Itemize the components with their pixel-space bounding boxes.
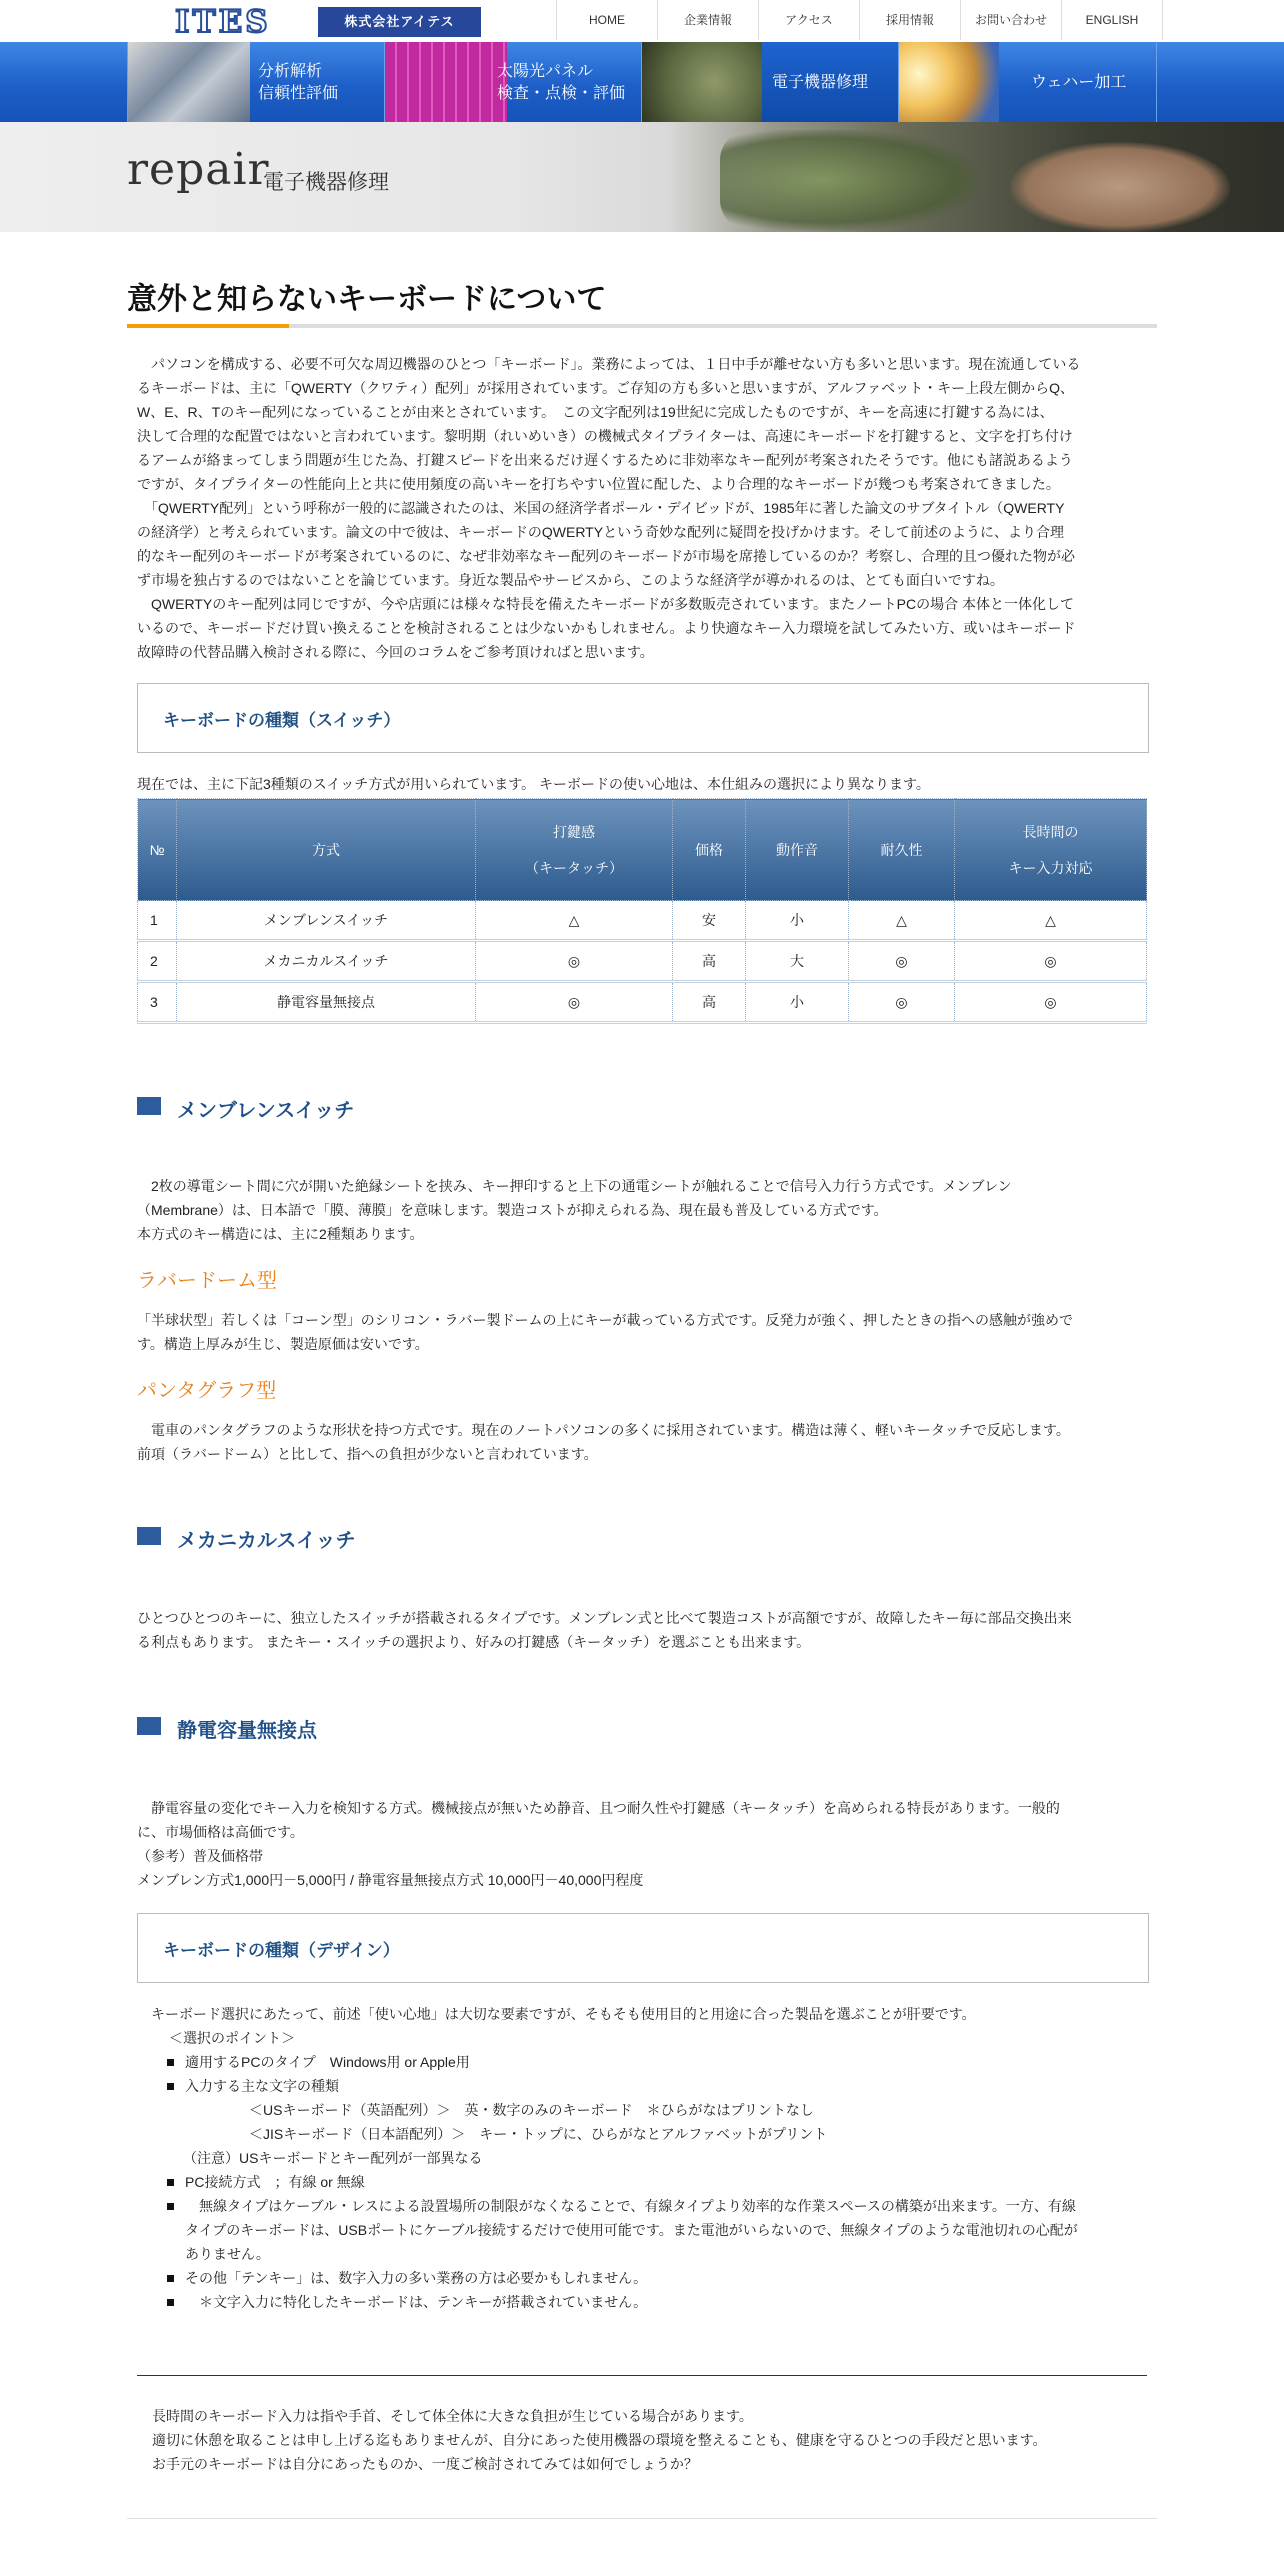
table-header-row xyxy=(138,799,1147,901)
footer-divider xyxy=(127,2518,1157,2519)
list-item: 適用するPCのタイプ Windows用 or Apple用 xyxy=(137,2050,1152,2074)
col-durability: 耐久性 xyxy=(849,799,955,901)
category-analysis[interactable] xyxy=(127,42,385,122)
category-label-line1: 分析解析 xyxy=(258,61,323,80)
hero-title-en: repair xyxy=(127,144,270,195)
membrane-text: 2枚の導電シート間に穴が開いた絶縁シートを挟み、キー押印すると上下の通電シートが触れることで信号入力行う方式です。メンブレン （Membrane）は、日本語で「膜、薄膜」を意味します。製造コストが抑えられる為、現在最も普及している方式です。 本方式のキー構造には、主に2種類あります。 xyxy=(137,1178,1012,1242)
pantograph-text: 電車のパンタグラフのような形状を持つ方式です。現在のノートパソコンの多くに採用されています。構造は薄く、軽いキータッチで反応します。 前項（ラバードーム）と比して、指への負担が少ないと言われています。 xyxy=(137,1422,1070,1462)
repair-thumbnail xyxy=(642,42,762,122)
solar-thumbnail xyxy=(385,42,507,122)
table-row: 2 メカニカルスイッチ ◎ 高 大 ◎ ◎ xyxy=(138,941,1147,982)
square-bullet-icon xyxy=(137,1717,161,1735)
mechanical-text: ひとつひとつのキーに、独立したスイッチが搭載されるタイプです。メンブレン式と比べて製造コストが高額ですが、故障したキー毎に部品交換出来 る利点もあります。 またキー・スイッチの選択より、好みの打鍵感（キータッチ）を選ぶことも出来ます。 xyxy=(137,1610,1072,1650)
switch-lead: 現在では、主に下記3種類のスイッチ方式が用いられています。 キーボードの使い心地は、本仕組みの選択により異なります。 xyxy=(137,776,930,792)
nav-access[interactable]: アクセス xyxy=(758,0,859,40)
category-label-line1: 電子機器修理 xyxy=(772,72,869,91)
rubber-dome-heading: ラバードーム型 xyxy=(137,1270,277,1292)
pantograph-heading: パンタグラフ型 xyxy=(137,1380,277,1402)
analysis-thumbnail xyxy=(128,42,250,122)
title-underline xyxy=(127,324,1157,328)
list-item: その他「テンキー」は、数字入力の多い業務の方は必要かもしれません。 xyxy=(137,2266,1152,2290)
list-item: 無線タイプはケーブル・レスによる設置場所の制限がなくなることで、有線タイプより効率的な作業スペースの構築が出来ます。一方、有線 タイプのキーボードは、USBポートにケーブル接続するだけで使用可能です。また電池がいらないので、無線タイプのような電池切れの心配が ありません。 xyxy=(137,2194,1152,2266)
design-type-heading-box xyxy=(137,1913,1149,1983)
switch-type-heading-box xyxy=(137,683,1149,753)
design-type-heading: キーボードの種類（デザイン） xyxy=(163,1941,400,1960)
intro-text: パソコンを構成する、必要不可欠な周辺機器のひとつ「キーボード」。業務によっては、１日中手が離せない方も多いと思います。現在流通している るキーボードは、主に「QWERTY（クワティ）配列」が採用されています。ご存知の方も多いと思いますが、アルファベット・キー上段左側からQ、 W、E、R、Tのキー配列になっていることが由来とされています。 この文字配列は19世紀に完成したものですが、キーを高速に打鍵する為には、 決して合理的な配置ではないと言われています。黎明期（れいめいき）の機械式タイプライターは、高速にキーボードを打鍵すると、文字を打ち付け るアームが絡まってしまう問題が生じた為、打鍵スピードを出来るだけ遅くするために非効率なキー配列が考案されたそうです。他にも諸説あるよう ですが、タイプライターの性能向上と共に使用頻度の高いキーを打ちやすい位置に配した、より合理的なキーボードが幾つも考案されてきました。 「QWERTY配列」という呼称が一般的に認識されたのは、米国の経済学者ポール・デイビッドが、1985年に著した論文のサブタイトル（QWERTY の経済学）と考えられています。論文の中で彼は、キーボードのQWERTYという奇妙な配列に疑問を投げかけます。そして前述のように、より合理 的なキー配列のキーボードが考案されているのに、なぜ非効率なキー配列のキーボードが市場を席捲しているのか？考察し、合理的且つ優れた物が必 ず市場を独占するのではないことを論じています。身近な製品やサービスから、このような経済学が導かれるのは、とても面白いですね。 QWERTYのキー配列は同じですが、今や店頭には様々な特長を備えたキーボードが多数販売されています。またノートPCの場合 本体と一体化して いるので、キーボードだけ買い換えることを検討されることは少ないかもしれません。より快適なキー入力環境を試してみたい方、或いはキーボード 故障時の代替品購入検討される際に、今回のコラムをご参考頂ければと思います。 xyxy=(137,356,1081,660)
nav-home[interactable]: HOME xyxy=(556,0,657,40)
square-bullet-icon xyxy=(137,1527,161,1545)
category-banner xyxy=(0,42,1284,122)
points-title: ＜選択のポイント＞ xyxy=(169,2030,295,2046)
closing-text: 長時間のキーボード入力は指や手首、そして体全体に大きな負担が生じている場合があります。 適切に休憩を取ることは申し上げる迄もありませんが、自分にあった使用機器の環境を整えることも、健康を守るひとつの手段だと思います。 お手元のキーボードは自分にあったものか、一度ご検討されてみては如何でしょうか？ xyxy=(152,2408,1047,2472)
category-solar[interactable] xyxy=(384,42,642,122)
col-price: 価格 xyxy=(673,799,746,901)
category-label-line1: ウェハー加工 xyxy=(1031,72,1127,91)
rubber-dome-text: 「半球状型」若しくは「コーン型」のシリコン・ラバー製ドームの上にキーが載っている方式です。反発力が強く、押したときの指への感触が強めで す。構造上厚みが生じ、製造原価は安いです。 xyxy=(137,1312,1074,1352)
hero-title-jp: 電子機器修理 xyxy=(263,170,389,194)
category-label-line2: 信頼性評価 xyxy=(258,83,339,102)
col-noise: 動作音 xyxy=(746,799,849,901)
table-row: 3 静電容量無接点 ◎ 高 小 ◎ ◎ xyxy=(138,982,1147,1023)
global-nav xyxy=(556,0,1163,40)
list-item: （注意）USキーボードとキー配列が一部異なる xyxy=(183,2150,483,2166)
category-wafer[interactable] xyxy=(898,42,1157,122)
nav-company[interactable]: 企業情報 xyxy=(657,0,758,40)
category-label-line2: 検査・点検・評価 xyxy=(497,83,626,102)
page: ITES 株式会社アイテス HOME 企業情報 アクセス 採用情報 お問い合わせ ENGLISH 分析解析 信頼性評価 太陽光パネル 検査・点検・評価 電子機器修理 ウェハー加工 repair 電子機器修理 意外と知らないキーボードについて パソコンを構成する、必要不可欠な周辺機器のひとつ「キーボード」。業務によっては、１日中手が離せない方も多いと思います。現在流通している るキーボードは、主に「QWERTY（クワティ）配列」が採用されています。ご存知の方も多いと思いますが、アルファベット・キー上段左側からQ、 W、E、R、Tのキー配列になっていることが由来とされています。 この文字配列は19世紀に完成したものですが、キーを高速に打鍵する為には、 決して合理的な配置ではないと言われています。黎明期（れいめいき）の機械式タイプライターは、高速にキーボードを打鍵すると、文字を打ち付け るアームが絡まってしまう問題が生じた為、打鍵スピードを出来るだけ遅くするために非効率なキー配列が考案されたそうです。他にも諸説あるよう ですが、タイプライターの性能向上と共に使用頻度の高いキーを打ちやすい位置に配した、より合理的なキーボードが幾つも考案されてきました。 「QWERTY配列」という呼称が一般的に認識されたのは、米国の経済学者ポール・デイビッドが、1985年に著した論文のサブタイトル（QWERTY の経済学）と考えられています。論文の中で彼は、キーボードのQWERTYという奇妙な配列に疑問を投げかけます。そして前述のように、より合理 的なキー配列のキーボードが考案されているのに、なぜ非効率なキー配列のキーボードが市場を席捲しているのか？考察し、合理的且つ優れた物が必 ず市場を独占するのではないことを論じています。身近な製品やサービスから、このような経済学が導かれるのは、とても面白いですね。 QWERTYのキー配列は同じですが、今や店頭には様々な特長を備えたキーボードが多数販売されています。またノートPCの場合 本体と一体化して いるので、キーボードだけ買い換えることを検討されることは少ないかもしれません。より快適なキー入力環境を試してみたい方、或いはキーボード 故障時の代替品購入検討される際に、今回のコラムをご参考頂ければと思います。 キーボードの種類（スイッチ） 現在では、主に下記3種類のスイッチ方式が用いられています。 キーボードの使い心地は、本仕組みの選択により異なります。 № 方式 打鍵感 （キータッチ） 価格 動作音 耐久性 長時間の キー入力対応 1 メンブレンスイッチ △ 安 小 △ △ 2 メカニカルスイッチ ◎ 高 大 ◎ ◎ 3 静電容量無接点 ◎ 高 小 ◎ ◎ メンブレンスイッチ 2枚の導電シート間に穴が開いた絶縁シートを挟み、キー押印すると上下の通電シートが触れることで信号入力行う方式です。メンブレン （Membrane）は、日本語で「膜、薄膜」を意味します。製造コストが抑えられる為、現在最も普及している方式です。 本方式のキー構造には、主に2種類あります。 ラバードーム型 「半球状型」若しくは「コーン型」のシリコン・ラバー製ドームの上にキーが載っている方式です。反発力が強く、押したときの指への感触が強めで す。構造上厚みが生じ、製造原価は安いです。 パンタグラフ型 電車のパンタグラフのような形状を持つ方式です。現在のノートパソコンの多くに採用されています。構造は薄く、軽いキータッチで反応します。 前項（ラバードーム）と比して、指への負担が少ないと言われています。 メカニカルスイッチ ひとつひとつのキーに、独立したスイッチが搭載されるタイプです。メンブレン式と比べて製造コストが高額ですが、故障したキー毎に部品交換出来 る利点もあります。 またキー・スイッチの選択より、好みの打鍵感（キータッチ）を選ぶことも出来ます。 静電容量無接点 静電容量の変化でキー入力を検知する方式。機械接点が無いため静音、且つ耐久性や打鍵感（キータッチ）を高められる特長があります。一般的 に、市場価格は高価です。 （参考）普及価格帯 メンブレン方式1,000円－5,000円 / 静電容量無接点方式 10,000円－40,000円程度 キーボードの種類（デザイン） キーボード選択にあたって、前述「使い心地」は大切な要素ですが、そもそも使用目的と用途に合った製品を選ぶことが肝要です。 ＜選択のポイント＞ 適用するPCのタイプ Windows用 or Apple用 入力する主な文字の種類 ＜USキーボード（英語配列）＞ 英・数字のみのキーボード ＊ひらがなはプリントなし ＜JISキーボード（日本語配列）＞ キー・トップに、ひらがなとアルファベットがプリント （注意）USキーボードとキー配列が一部異なる PC接続方式 ；有線 or 無線 無線タイプはケーブル・レスによる設置場所の制限がなくなることで、有線タイプより効率的な作業スペースの構築が出来ます。一方、有線 タイプのキーボードは、USBポートにケーブル接続するだけで使用可能です。また電池がいらないので、無線タイプのような電池切れの心配が ありません。 その他「テンキー」は、数字入力の多い業務の方は必要かもしれません。 ＊文字入力に特化したキーボードは、テンキーが搭載されていません。 長時間のキーボード入力は指や手首、そして体全体に大きな負担が生じている場合があります。 適切に休憩を取ることは申し上げる迄もありませんが、自分にあった使用機器の環境を整えることも、健康を守るひとつの手段だと思います。 お手元のキーボードは自分にあったものか、一度ご検討されてみては如何でしょうか？ xyxy=(0,0,1284,2568)
circuit-board-image xyxy=(720,130,980,230)
square-bullet-icon xyxy=(137,1097,161,1115)
table-row: 1 メンブレンスイッチ △ 安 小 △ △ xyxy=(138,901,1147,941)
switch-type-heading: キーボードの種類（スイッチ） xyxy=(163,711,401,730)
selection-points-list xyxy=(137,2026,1152,2314)
list-item: ＊文字入力に特化したキーボードは、テンキーが搭載されていません。 xyxy=(137,2290,1152,2314)
list-item: 入力する主な文字の種類 xyxy=(137,2074,1152,2098)
company-name-badge[interactable]: 株式会社アイテス xyxy=(318,7,481,37)
company-logo[interactable]: ITES xyxy=(175,4,271,40)
category-repair[interactable] xyxy=(641,42,899,122)
top-bar xyxy=(0,0,1284,42)
hand-image xyxy=(1010,142,1230,232)
list-item: ＜USキーボード（英語配列）＞ 英・数字のみのキーボード ＊ひらがなはプリントなし xyxy=(249,2102,814,2118)
nav-contact[interactable]: お問い合わせ xyxy=(960,0,1061,40)
design-lead: キーボード選択にあたって、前述「使い心地」は大切な要素ですが、そもそも使用目的と用途に合った製品を選ぶことが肝要です。 xyxy=(137,2006,976,2022)
list-item: PC接続方式 ；有線 or 無線 xyxy=(137,2170,1152,2194)
col-method: 方式 xyxy=(177,799,476,901)
divider xyxy=(137,2375,1147,2376)
wafer-thumbnail xyxy=(899,42,999,122)
col-no: № xyxy=(138,799,177,901)
nav-recruit[interactable]: 採用情報 xyxy=(859,0,960,40)
list-item: ＜JISキーボード（日本語配列）＞ キー・トップに、ひらがなとアルファベットがプリント xyxy=(249,2126,828,2142)
col-long-use: 長時間の キー入力対応 xyxy=(955,799,1147,901)
col-touch: 打鍵感 （キータッチ） xyxy=(476,799,673,901)
nav-english[interactable]: ENGLISH xyxy=(1061,0,1163,40)
switch-comparison-table xyxy=(137,798,1147,1024)
category-label-line1: 太陽光パネル xyxy=(497,61,594,80)
capacitive-text: 静電容量の変化でキー入力を検知する方式。機械接点が無いため静音、且つ耐久性や打鍵感（キータッチ）を高められる特長があります。一般的 に、市場価格は高価です。 （参考）普及価格帯 メンブレン方式1,000円－5,000円 / 静電容量無接点方式 10,000円－40,000円程度 xyxy=(137,1800,1060,1888)
article-title: 意外と知らないキーボードについて xyxy=(127,283,607,316)
page-hero xyxy=(0,122,1284,232)
